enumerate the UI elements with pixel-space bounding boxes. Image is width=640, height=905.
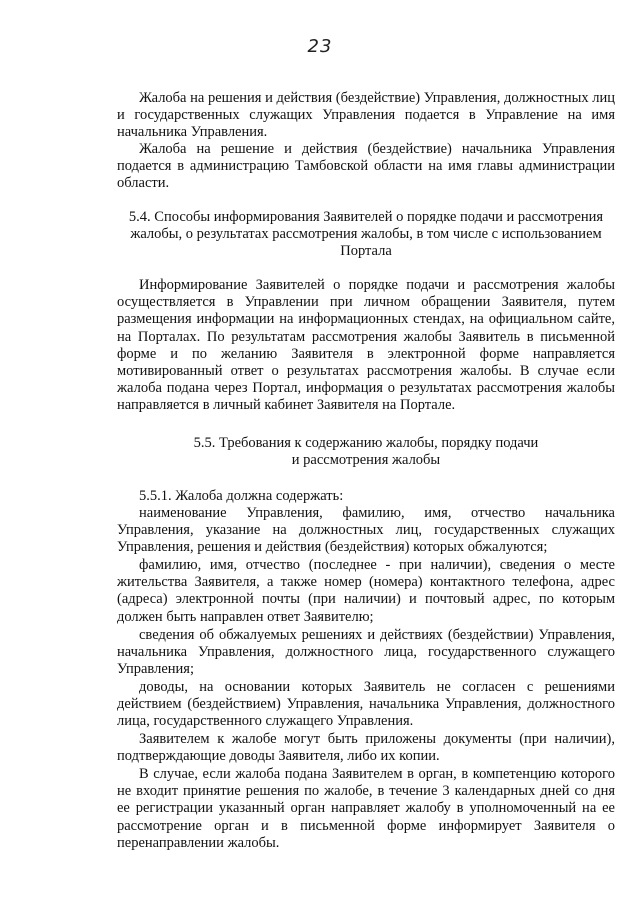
paragraph-complaint-management: Жалоба на решения и действия (бездействие) Управления, должностных лиц и государственных служащих Управления подается в Управление на имя начальника Управления. bbox=[117, 90, 615, 141]
paragraph-informing: Информирование Заявителей о порядке подачи и рассмотрения жалобы осуществляется в Управлении при личном обращении Заявителя, путем размещения информации на информационных стендах, на официальном сайте, на Порталах. По результатам рассмотрения жалобы Заявитель в письменной форме и по желанию Заявителя в электронной форме направляется мотивированный ответ о результатах рассмотрения жалобы. В случае если жалоба подана через Портал, информация о результатах рассмотрения жалобы направляется в личный кабинет Заявителя на Портале. bbox=[117, 277, 615, 414]
list-item-name: наименование Управления, фамилию, имя, отчество начальника Управления, указание на должностных лиц, государственных служащих Управления, решения и действия (бездействия) которых обжалуются; bbox=[117, 505, 615, 556]
section-heading-5-4: 5.4. Способы информирования Заявителей о порядке подачи и рассмотрения жалобы, о результатах рассмотрения жалобы, в том числе с использованием Портала bbox=[128, 209, 604, 260]
section-heading-5-5-line2: и рассмотрения жалобы bbox=[291, 452, 441, 469]
section-heading-5-5 bbox=[117, 435, 615, 469]
section-heading-5-5-line1: 5.5. Требования к содержанию жалобы, порядку подачи bbox=[193, 435, 539, 451]
list-item-applicant: фамилию, имя, отчество (последнее - при наличии), сведения о месте жительства Заявителя, а также номер (номера) контактного телефона, адрес (адреса) электронной почты (при наличии) и почтовый адрес, по которым должен быть направлен ответ Заявителю; bbox=[117, 557, 615, 625]
list-item-appealed: сведения об обжалуемых решениях и действиях (бездействии) Управления, начальника Управления, должностного лица, государственного служащего Управления; bbox=[117, 627, 615, 678]
paragraph-complaint-head: Жалоба на решение и действия (бездействие) начальника Управления подается в администрацию Тамбовской области на имя главы администрации области. bbox=[117, 141, 615, 192]
page-number: 23 bbox=[307, 36, 333, 57]
item-5-5-1: 5.5.1. Жалоба должна содержать: bbox=[139, 488, 344, 504]
list-item-arguments: доводы, на основании которых Заявитель не согласен с решениями действием (бездействием) Управления, начальника Управления, должностного лица, государственного служащего Управления. bbox=[117, 679, 615, 730]
paragraph-redirect: В случае, если жалоба подана Заявителем в орган, в компетенцию которого не входит принятие решения по жалобе, в течение 3 календарных дней со дня ее регистрации указанный орган направляет жалобу в уполномоченный на ее рассмотрение орган и в письменной форме информирует Заявителя о перенаправлении жалобы. bbox=[117, 766, 615, 851]
paragraph-documents: Заявителем к жалобе могут быть приложены документы (при наличии), подтверждающие доводы Заявителя, либо их копии. bbox=[117, 731, 615, 765]
